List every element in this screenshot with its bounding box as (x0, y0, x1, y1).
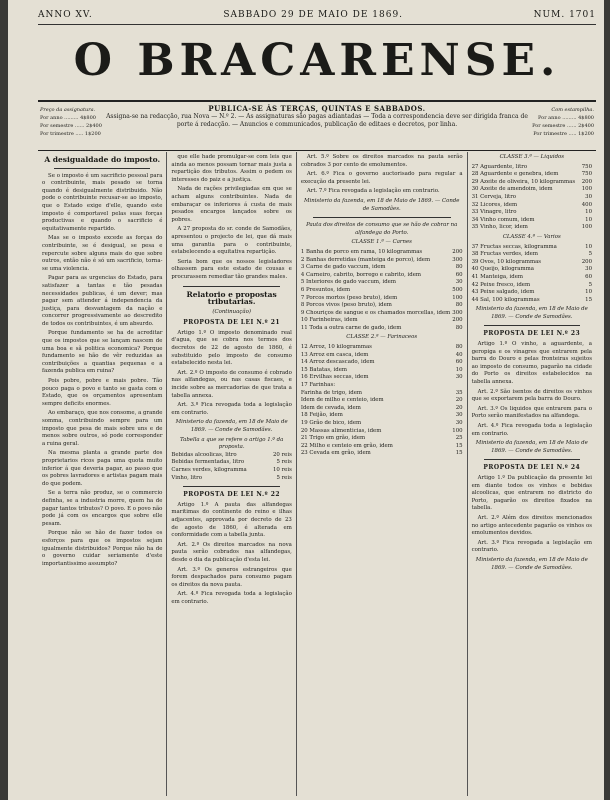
table-row: 17 Farinhas: (300, 382, 336, 389)
table-row: Carnes verdes, kilogramma 10 reis (171, 466, 292, 473)
article-paragraph: Porque não se hão de fazer todos os esforços para que os impostos sejam igualmente distribuidos? Porque não ha de o governo cuidar seriamente d'este importantissimo assumpto? (42, 530, 163, 567)
proposal-article: Artigo 1.º O imposto denominado real d'agua, que se cobra nos termos dos decretos de 22 de agosto de 1860, é substituido pelo imposto de consumo estabelecido nesta lei. (171, 329, 292, 367)
table-row: 44 Sal, 100 kilogrammas 15 (471, 296, 593, 303)
proposal-title: PROPOSTA DE LEI N.º 23 (483, 330, 581, 338)
table-row: 37 Fructas seccas, kilogramma 10 (471, 243, 593, 250)
article-paragraph: que elle hade promulgar-se com leis que ainda ao menos possam tornar mais justa a repartição dos tributos. Assim o pedem os interesses do paiz e a justiça. (171, 154, 292, 183)
table-row: 13 Arroz em casca, idem 40 (300, 351, 463, 358)
signature: Ministerio da fazenda, em 18 de Maio de 1869. — Conde de Samodães. (303, 197, 460, 212)
article-paragraph: Se a terra não produz, se o commercio definha, se a industria morre, quem ha de pagar tantos tributos? O povo. E o povo não pode já com os encargos que sobre elle pesam. (42, 490, 163, 527)
proposal-article: Art. 3.º Os generos estrangeiros que forem despachados para consumo pagam os direitos da nova pauta. (171, 566, 292, 588)
class-heading: CLASSE 1.ª — Carnes (351, 239, 412, 246)
class-heading: CLASSE 2.ª — Farinaceos (346, 334, 418, 341)
proposal-article: Art. 3.º Fica revogada toda a legislação em contrario. (171, 402, 292, 416)
article-paragraph: Mas se o imposto excede as forças do contribuinte, se é desigual, se pesa e repercute sobre alguns mais do que sobre outros, então não é só um sacrificio, torna-se uma violencia. (42, 235, 163, 272)
subscription-left (40, 106, 102, 138)
masthead-title: O BRACARENSE. (73, 35, 561, 86)
signature: Ministerio da fazenda, em 18 de Maio de 1869. — Conde de Samodães. (475, 306, 588, 320)
price-line: Por anno ......... 4$800 (538, 115, 594, 121)
table-row: Bebidas fermentadas, litro 5 reis (171, 459, 292, 466)
newspaper-page (8, 0, 604, 800)
proposal-article: Art. 6.º Fica o governo auctorisado para regular a execução da presente lei. (300, 171, 463, 185)
proposal-article: Art. 2.º O imposto de consumo é cobrado nas alfandegas, ou nas casas fiscaes, e incide sobre as mercadorias de que trata a tabella annexa. (171, 369, 292, 399)
article-paragraph: Porque fundamento se ha de acreditar que os impostos que se lançam nascem de uma boa e sã politica economica? Porque fundamento se hão de vêr reduzidas as contribuições a quantias pequenas e a fazenda publica em ruina? (42, 330, 163, 375)
proposal-title: PROPOSTA DE LEI N.º 24 (483, 464, 581, 472)
table-row: 11 Toda a outra carne de gado, idem 80 (300, 324, 463, 331)
proposal-article: Artigo 1.º Da publicação da presente lei em diante todos os vinhos e bebidas alcoolicas, que entrarem no districto do Porto, pagarão os direitos fixados na tabella. (471, 474, 593, 512)
section-subhead: (Continuação) (212, 308, 251, 315)
proposal-article: Art. 7.º Fica revogada a legislação em contrario. (306, 188, 440, 195)
table-row: 40 Queijo, kilogramma 30 (471, 266, 593, 273)
publication-days: PUBLICA-SE ÁS TERÇAS, QUINTAS E SABBADOS. (208, 104, 426, 113)
table-row: 31 Cerveja, litro 30 (471, 193, 593, 200)
table-row: Idem de milho e centeio, idem 20 (300, 397, 463, 404)
table-row: 20 Massas alimenticias, idem 100 (300, 427, 463, 434)
table-row: Idem de cevada, idem 20 (300, 404, 463, 411)
table-row: 5 Interiores de gado vaccum, idem 30 (300, 279, 463, 286)
signature: Ministerio da fazenda, em 18 de Maio de 1869. — Conde de Samodães. (175, 419, 288, 433)
divider (484, 459, 580, 460)
subscription-right (532, 106, 594, 138)
article-paragraph: Nada de rações privilegiadas em que se acham alguns contribuintes. Nada de embaraçar os inferiores á custa de mais pesados encargos lançados sobre os pobres. (171, 186, 292, 223)
proposal-article: Art. 2.º Os direitos marcados na nova pauta serão cobrados nas alfandegas, desde o dia da publicação d'esta lei. (171, 541, 292, 563)
signature: Ministerio da fazenda, em 18 de Maio de 1869. — Conde de Samodães. (475, 440, 588, 454)
article-paragraph: Seria bom que os nossos legisladores olhassem para este estado de cousas e procurassem remediar tão grandes males. (171, 258, 292, 280)
class-heading: CLASSE 3.ª — Liquidos (499, 154, 565, 160)
price-line: Por trimestre ..... 1$200 (40, 131, 101, 137)
article-paragraph: Pagar para as urgencias do Estado, para satisfazer a tantas e tão pesadas necessidades publicas, é um dever; mas pagar sem attender á independencia da justiça, para desvantagem da nação e concorrer progressivamente ao descredito de todos os contribuintes, é um absurdo. (42, 275, 163, 327)
table-row: 23 Cevada em grão, idem 15 (300, 450, 463, 457)
table-row: 12 Arroz, 10 kilogrammas 80 (300, 344, 463, 351)
divider (183, 286, 279, 287)
article-paragraph: Se o imposto é um sacrificio pessoal para o contribuinte, mais pesado se torna quando é desigualmente distribuido. Não pode o contribuinte recusar-se ao imposto, que o Estado exige d'elle, quando este imposto é comportavel pelas suas forças productivas e quando o sacrificio é equitativamente repartido. (42, 172, 163, 232)
table-row: 18 Feijão, idem 30 (300, 412, 463, 419)
column-3 (297, 152, 468, 796)
proposal-article: Art. 4.º Fica revogada toda a legislação em contrario. (471, 423, 593, 437)
table-row: 9 Chouriços de sangue e os chamados morcellas, idem 300 (300, 309, 463, 316)
subscription-bar (38, 100, 596, 151)
proposal-article: Art. 2.º Além dos direitos mencionados no artigo antecedente pagarão os vinhos os emolumentos devidos. (471, 514, 593, 537)
article-paragraph: A 27 proposta do sr. conde de Samodães, apresentou o projecto de lei, que dá mais uma garantia para o contribuinte, estabelecendo a equitativa repartição. (171, 226, 292, 256)
price-line: Por anno ......... 4$800 (40, 115, 96, 121)
divider (484, 325, 580, 326)
proposal-article: Art. 2.º São isentos de direitos os vinhos que se exportarem pela barra do Douro. (471, 388, 593, 403)
subscription-notice: Assigna-se na redacção, rua Nova — N.º 2. — As assignaturas são pagas adiantadas — Toda a correspondencia deve ser dirigida franca de porte á redacção. — Anuncios e communicados, publicação de editaes e decretos, por linha. (106, 113, 528, 128)
subscription-center (106, 105, 528, 129)
table-row: 1 Banha de porco em rama, 10 kilogrammas 200 (300, 248, 463, 255)
year-label: ANNO XV. (38, 10, 93, 20)
table-row: 3 Carne de gado vaccum, idem 80 (300, 264, 463, 271)
table-row: 39 Ovos, 10 kilogrammas 200 (471, 258, 593, 265)
table-row: 33 Vinagre, litro 10 (471, 209, 593, 216)
table-row: 27 Aguardente, litro 750 (471, 163, 593, 170)
proposal-article: Art. 3.º Fica revogada a legislação em contrario. (471, 539, 593, 554)
table-row: 4 Carneiro, cabrito, borrego e cabrito, idem 60 (300, 271, 463, 278)
article-paragraph: Na mesma planta a grande parte dos proprietarios ricos paga uma quota muito inferior á que deveria pagar, ao passo que os pobres lavradores e artistas pagam mais do que podem. (42, 450, 163, 487)
table-row: 19 Grão de bico, idem 30 (300, 420, 463, 426)
date-label: SABBADO 29 DE MAIO DE 1869. (223, 10, 404, 20)
subscription-right-title: Com estampilha. (551, 107, 594, 113)
table-title: Pauta dos direitos de consumo que se hão de cobrar na alfandega do Porto. (306, 222, 458, 236)
table-row: 21 Trigo em grão, idem 25 (300, 435, 463, 442)
table-row: 32 Licores, idem 400 (471, 201, 593, 208)
table-row: 43 Peixe salgado, idem 10 (471, 289, 593, 296)
table-row: 28 Aguardente e genebra, idem 750 (471, 171, 593, 178)
section-headline: Relatorio e propostas tributarias. (186, 289, 277, 307)
proposal-article: Artigo 1.º O vinho, a aguardente, a geropiga e os vinagres que entrarem pela barra do Douro e pelas fronteiras sujeitos ao imposto de consumo, pagarão na cidade do Porto os direitos estabelecidos na tabella annexa. (471, 341, 593, 386)
table-row: 2 Banhas derretidas (manteiga de porco), idem 300 (300, 256, 463, 263)
article-headline: A desigualdade do imposto. (44, 155, 161, 164)
table-row: Farinha de trigo, idem 35 (300, 389, 463, 396)
price-line: Por semestre ...... 2$400 (532, 123, 594, 129)
table-row: 14 Arroz descascado, idem 60 (300, 359, 463, 366)
column-2 (167, 152, 296, 796)
table-row: 29 Azeite de oliveira, 10 kilogrammas 200 (471, 178, 593, 185)
price-line: Por semestre ...... 2$400 (40, 123, 102, 129)
proposal-article: Artigo 1.º A pauta das alfandegas maritimas do continente do reino e ilhas adjacentes, approvada por decreto de 23 de agosto de 1860, é alterada em conformidade com a tabella junta. (171, 501, 292, 539)
subscription-left-title: Preço da assignatura. (40, 107, 96, 113)
table-title: Tabella a que se refere o artigo 1.º da proposta. (179, 436, 284, 451)
table-row: 34 Vinho comum, idem 10 (471, 216, 593, 223)
article-paragraph: Pois pobre, pobre e mais pobre. Tão pouco paga o povo e tanto se gasta com o Estado, que os orçamentos apresentam sempre deficits enormes. (42, 378, 163, 407)
divider (313, 217, 451, 218)
proposal-article: Art. 3.º Os liquidos que entrarem para o Porto serão manifestados na alfandega. (471, 405, 593, 420)
price-line: Por trimestre ..... 1$200 (533, 131, 594, 137)
proposal-article: Art. 4.º Fica revogada toda a legislação em contrario. (171, 591, 292, 605)
columns (38, 152, 596, 796)
issue-number: NUM. 1701 (533, 10, 596, 20)
column-1 (38, 152, 167, 796)
table-row: 6 Presuntos, idem 500 (300, 286, 463, 293)
divider (183, 486, 279, 487)
table-row: 16 Ervilhas seccas, idem 30 (300, 374, 463, 381)
table-row: 22 Milho e centeio em grão, idem 15 (300, 442, 463, 449)
proposal-title: PROPOSTA DE LEI N.º 21 (183, 319, 281, 327)
table-row: 41 Manteiga, idem 60 (471, 273, 593, 280)
table-row: 38 Fructas verdes, idem 5 (471, 251, 593, 258)
table-row: 8 Porcos vivos (peso bruto), idem 80 (300, 302, 463, 309)
table-row: 7 Porcos mortos (peso bruto), idem 100 (300, 294, 463, 301)
table-row: 30 Azeite de amendoim, idem 100 (471, 186, 593, 193)
class-heading: CLASSE 4.ª — Varios (502, 233, 561, 240)
table-row: Bebidas alcoolicas, litro 20 reis (171, 451, 292, 458)
column-4 (468, 152, 596, 796)
table-row: 10 Farinheiras, idem 200 (300, 317, 463, 324)
proposal-title: PROPOSTA DE LEI N.º 22 (183, 491, 281, 499)
article-paragraph: Ao embaraço, que nos consome, a grande somma, contribuindo sempre para um imposto que pesa de mais sobre uns e de menos sobre outros, só pode corresponder a ruina geral. (42, 410, 163, 447)
divider (54, 168, 150, 169)
proposal-article: Art. 5.º Sobre os direitos marcados na pauta serão cobrados 3 por cento de emolumentos. (300, 154, 463, 168)
table-row: 35 Vinho, licor, idem 100 (471, 224, 593, 231)
top-line (38, 10, 596, 25)
table-row: 15 Batatas, idem 10 (300, 366, 463, 373)
table-row: 42 Peixe fresco, idem 5 (471, 281, 593, 288)
table-row: Vinho, litro 5 reis (171, 474, 292, 481)
signature: Ministerio da fazenda, em 18 de Maio de 1869. — Conde de Samodães. (475, 556, 588, 571)
